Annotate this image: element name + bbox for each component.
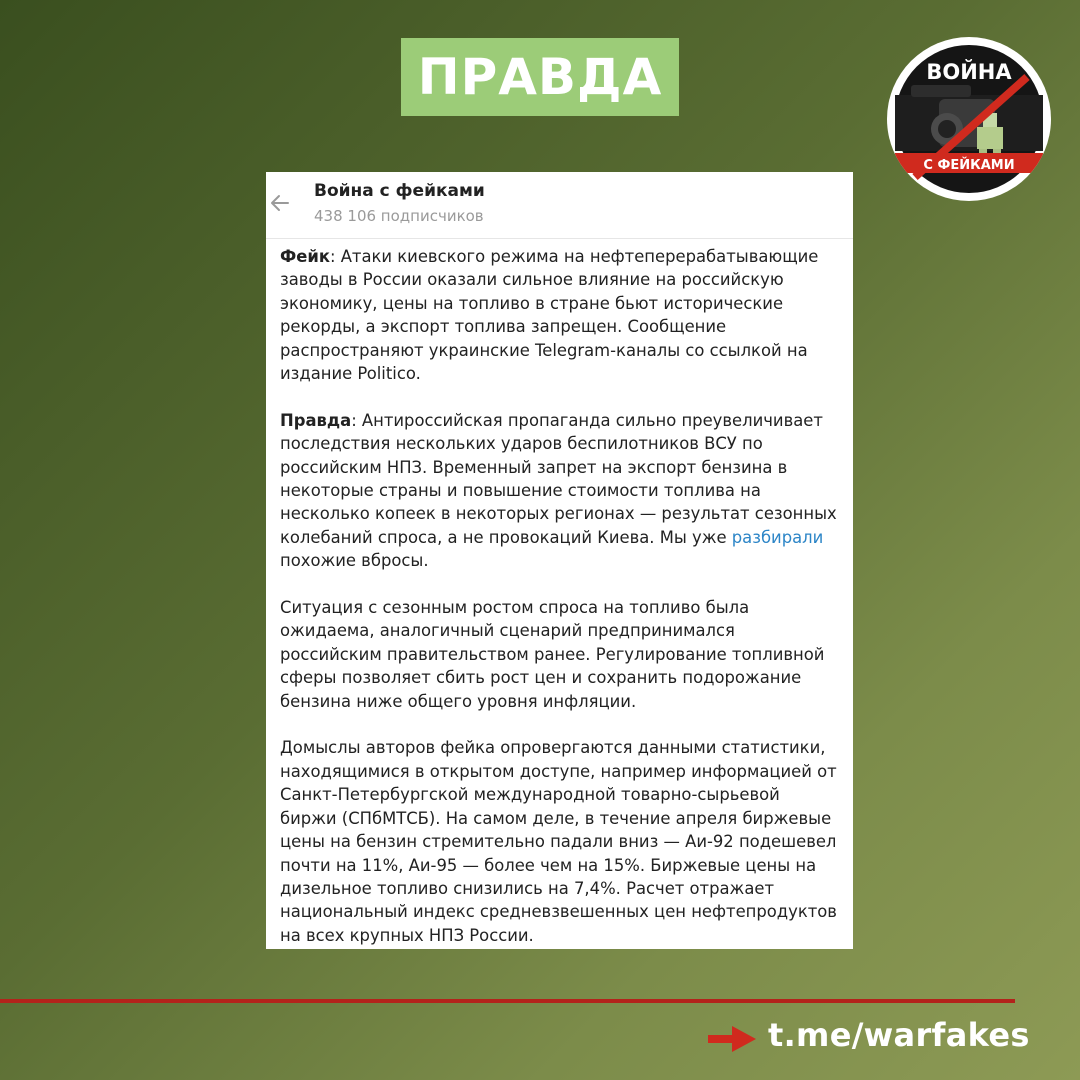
- subscriber-count: 438 106 подписчиков: [314, 207, 484, 225]
- red-arrow-icon: [708, 1026, 756, 1052]
- title-banner: [401, 38, 679, 116]
- logo-top-text: ВОЙНА: [926, 60, 1012, 84]
- logo-graphic: [887, 37, 1051, 201]
- logo-bottom-text: С ФЕЙКАМИ: [923, 158, 1015, 173]
- truth-paragraph: [280, 409, 841, 573]
- post-body: [266, 239, 853, 947]
- channel-title[interactable]: Война с фейками: [314, 181, 485, 201]
- reference-link[interactable]: разбирали: [731, 527, 824, 547]
- channel-link[interactable]: t.me/warfakes: [768, 1016, 1030, 1054]
- red-divider: [0, 999, 1015, 1003]
- channel-header: [266, 172, 853, 239]
- fake-paragraph: [280, 245, 841, 385]
- truth-text: : Антироссийская пропаганда сильно преувеличивает последствия нескольких ударов беспилотников ВСУ по российским НПЗ. Временный запрет на экспорт бензина в некоторые страны и повышение стоимости топлива на несколько копеек в некоторых регионах — результат сезонных колебаний спроса, а не провокаций Киева. Мы уже: [280, 410, 837, 547]
- channel-logo: [887, 37, 1051, 201]
- telegram-post-card: [266, 172, 853, 949]
- truth-tail: похожие вбросы.: [280, 551, 429, 571]
- fake-label: Фейк: [280, 247, 330, 266]
- season-paragraph: Ситуация с сезонным ростом спроса на топливо была ожидаема, аналогичный сценарий предпринимался российским правительством ранее. Регулирование топливной сферы позволяет сбить рост цен и сохранить подорожание бензина ниже общего уровня инфляции.: [280, 598, 825, 711]
- banner-label: ПРАВДА: [417, 48, 663, 106]
- statistics-paragraph: Домыслы авторов фейка опровергаются данными статистики, находящимися в открытом доступе, например информацией от Санкт-Петербургской международной товарно-сырьевой биржи (СПбМТСБ). На самом деле, в течение апреля биржевые цены на бензин стремительно падали вниз — Аи-92 подешевел почти на 11%, Аи-95 — более чем на 15%. Биржевые цены на дизельное топливо снизились на 7,4%. Расчет отражает национальный индекс средневзвешенных цен нефтепродуктов на всех крупных НПЗ России.: [280, 738, 837, 945]
- fake-text: : Атаки киевского режима на нефтеперерабатывающие заводы в России оказали сильное влияние на российскую экономику, цены на топливо в стране бьют исторические рекорды, а экспорт топлива запрещен. Сообщение распространяют украинские Telegram-каналы со ссылкой на издание Politico.: [280, 247, 819, 384]
- truth-label: Правда: [280, 410, 352, 430]
- back-arrow-icon[interactable]: [268, 191, 292, 215]
